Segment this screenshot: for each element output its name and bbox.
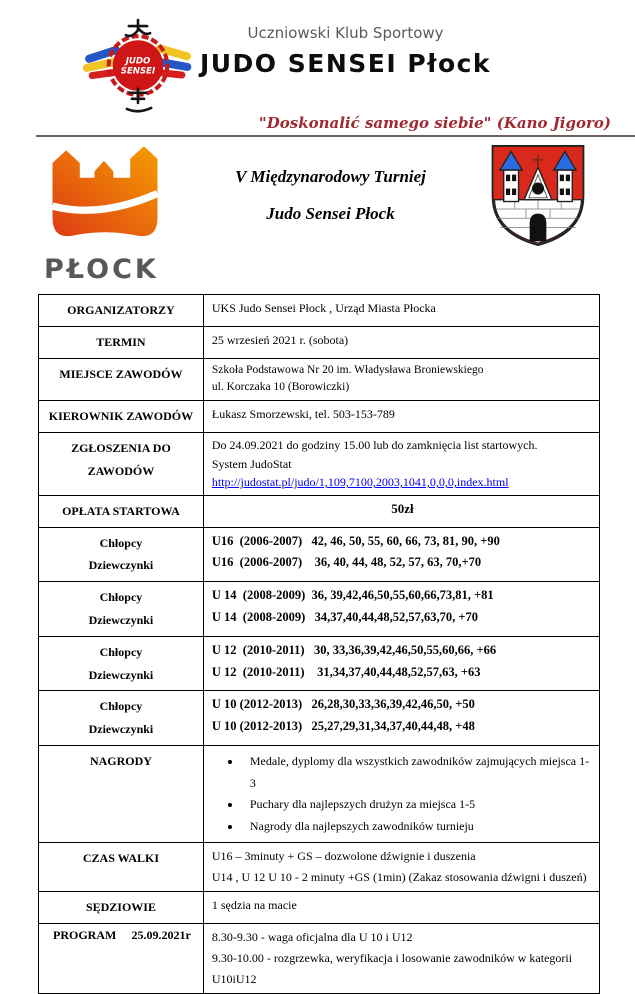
row-label: ORGANIZATORZY	[67, 303, 175, 317]
row-value: 25 wrzesień 2021 r. (sobota)	[211, 332, 349, 347]
row-categories-u10	[39, 691, 600, 746]
row-categories-u14	[39, 582, 600, 637]
row-categories-u16	[39, 527, 600, 582]
row-label: Chłopcy	[99, 535, 143, 550]
row-value: Do 24.09.2021 do godziny 15.00 lub do zamknięcia list startowych.	[211, 438, 538, 453]
row-value: System JudoStat	[211, 456, 292, 471]
weight-categories: U16 (2006-2007) 42, 46, 50, 55, 60, 66, 73, 81, 90, +90	[211, 533, 500, 548]
row-label: Dziewczynki	[88, 722, 154, 737]
row-label: Dziewczynki	[88, 558, 154, 573]
plock-castle-icon	[42, 142, 168, 247]
plock-coat-of-arms-icon	[487, 142, 589, 254]
club-header-text	[194, 18, 635, 78]
weight-categories: U 14 (2008-2009) 36, 39,42,46,50,55,60,66,73,81, +81	[211, 588, 494, 603]
svg-text:SENSEI: SENSEI	[120, 66, 156, 77]
row-categories-u12	[39, 636, 600, 691]
row-prizes	[39, 745, 600, 842]
weight-categories: U 10 (2012-2013) 25,27,29,31,34,37,40,44,48, +48	[211, 719, 475, 734]
row-label: Dziewczynki	[88, 667, 154, 682]
club-header	[0, 0, 635, 114]
prize-item: • Medale, dyplomy dla wszystkich zawodników zajmujących miejsca 1-3	[242, 751, 593, 794]
prize-list	[212, 751, 593, 837]
prize-item: • Puchary dla najlepszych drużyn za miejsca 1-5	[242, 794, 593, 816]
weight-categories: U16 (2006-2007) 36, 40, 44, 48, 52, 57, 63, 70,+70	[211, 555, 482, 570]
event-title-line2: Judo Sensei Płock	[266, 203, 395, 223]
row-program	[39, 924, 600, 994]
row-label: Dziewczynki	[88, 612, 154, 627]
judo-sensei-club-logo-icon	[82, 18, 194, 114]
row-fight-time	[39, 843, 600, 892]
plock-city-logo	[42, 142, 174, 285]
row-label: Chłopcy	[99, 644, 143, 659]
row-label: CZAS WALKI	[82, 851, 159, 866]
row-entry-fee	[39, 495, 600, 527]
row-value: 1 sędzia na macie	[211, 898, 297, 913]
club-title: JUDO SENSEI Płock	[199, 49, 492, 78]
row-referees	[39, 892, 600, 924]
row-label: TERMIN	[96, 334, 146, 349]
row-value: Szkoła Podstawowa Nr 20 im. Władysława Broniewskiego	[211, 363, 484, 376]
judostat-link[interactable]: http://judostat.pl/judo/1,109,7100,2003,1041,0,0,0,index.html	[211, 475, 509, 490]
row-label: PROGRAM	[53, 928, 117, 943]
row-value: 50zł	[391, 500, 414, 516]
event-title-line1: V Międzynarodowy Turniej	[235, 167, 426, 186]
row-organizers	[39, 295, 600, 327]
row-label: Chłopcy	[99, 699, 143, 714]
row-value: U16 – 3minuty + GS – dozwolone dźwignie i duszenia	[211, 849, 476, 864]
row-date	[39, 326, 600, 358]
row-value: ul. Korczaka 10 (Borowiczki)	[211, 381, 350, 394]
row-label: ZGŁOSZENIA DO	[71, 441, 171, 456]
row-value: UKS Judo Sensei Płock , Urząd Miasta Płocka	[211, 301, 436, 315]
program-date: 25.09.2021r	[131, 928, 191, 943]
row-value: Łukasz Smorzewski, tel. 503-153-789	[211, 407, 395, 422]
header-divider	[36, 135, 635, 137]
row-label: NAGRODY	[89, 753, 152, 768]
plock-logo-wordmark: PŁOCK	[44, 254, 159, 285]
tournament-info-table	[38, 294, 600, 994]
event-banner	[0, 142, 635, 285]
row-venue	[39, 358, 600, 401]
motto-quote: "Doskonalić samego siebie" (Kano Jigoro)	[258, 114, 611, 132]
weight-categories: U 10 (2012-2013) 26,28,30,33,36,39,42,46,50, +50	[211, 697, 475, 712]
row-label: KIEROWNIK ZAWODÓW	[48, 409, 194, 424]
event-title	[174, 168, 487, 241]
row-value: 8.30-9.30 - waga oficjalna dla U 10 i U12	[211, 930, 413, 945]
row-label: SĘDZIOWIE	[85, 900, 156, 915]
weight-categories: U 14 (2008-2009) 34,37,40,44,48,52,57,63,70, +70	[211, 610, 479, 625]
weight-categories: U 12 (2010-2011) 31,34,37,40,44,48,52,57,63, +63	[211, 664, 481, 679]
svg-text:JUDO: JUDO	[125, 56, 151, 67]
row-label: ZAWODÓW	[87, 463, 155, 478]
row-registration	[39, 433, 600, 496]
row-value: U14 , U 12 U 10 - 2 minuty +GS (1min) (Zakaz stosowania dźwigni i duszeń)	[211, 870, 587, 885]
club-subtitle: Uczniowski Klub Sportowy	[247, 24, 444, 42]
prize-item: • Nagrody dla najlepszych zawodników turnieju	[242, 816, 593, 838]
weight-categories: U 12 (2010-2011) 30, 33,36,39,42,46,50,55,60,66, +66	[211, 642, 497, 657]
row-value: 9.30-10.00 - rozgrzewka, weryfikacja i losowanie zawodników w kategorii U10iU12	[211, 951, 576, 987]
row-label: Chłopcy	[99, 590, 143, 605]
row-manager	[39, 401, 600, 433]
row-label: OPŁATA STARTOWA	[62, 503, 180, 518]
row-label: MIEJSCE ZAWODÓW	[59, 366, 183, 381]
